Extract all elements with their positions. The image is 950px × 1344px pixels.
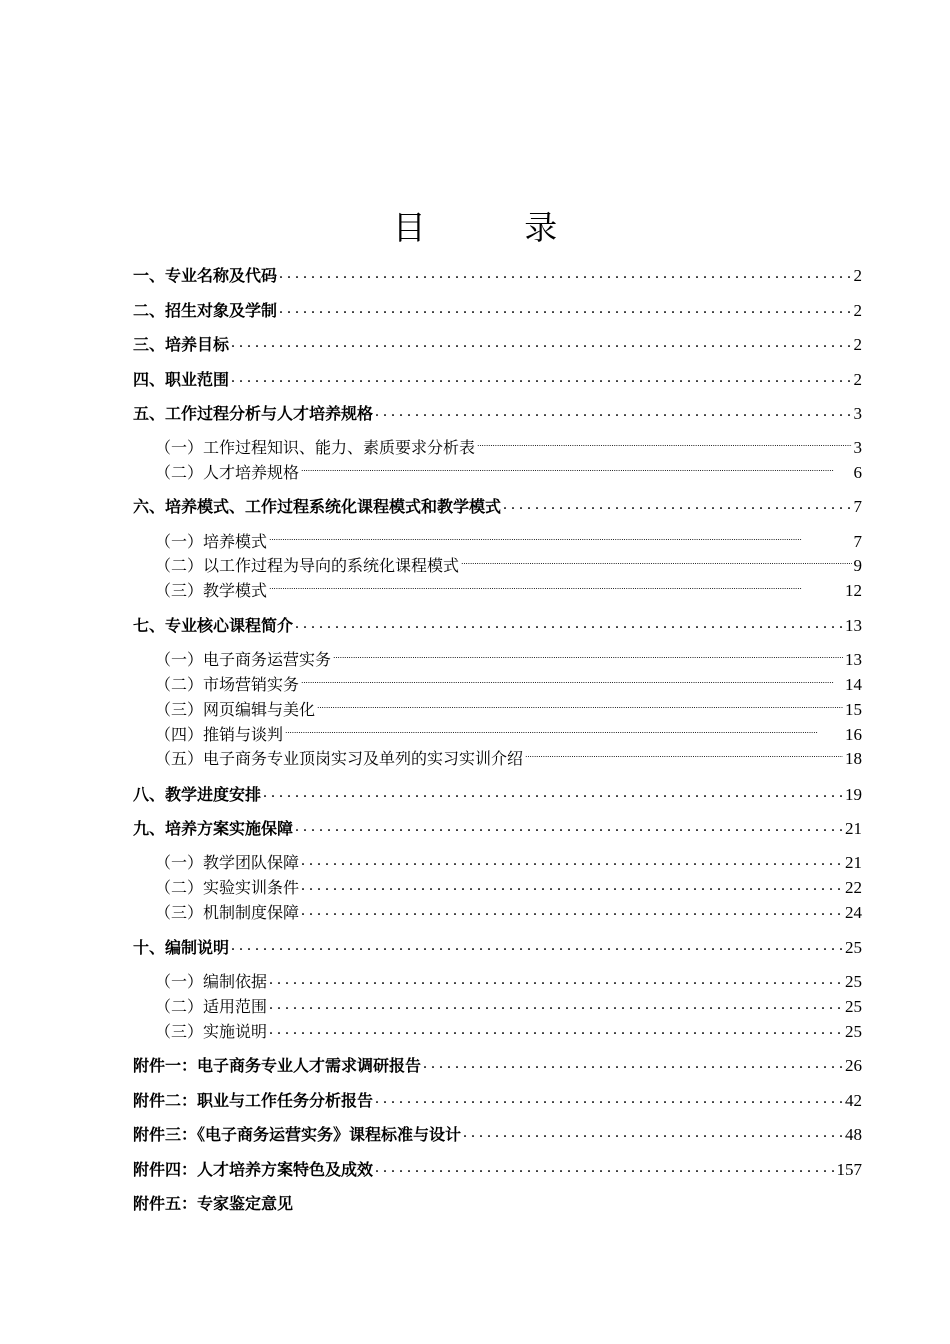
dot-leader [375,1159,834,1175]
toc-subentry[interactable] [155,672,862,695]
toc-entry-page: 48 [845,1125,862,1144]
toc-entry-page: 2 [853,266,862,285]
toc-entry-page: 18 [845,749,862,768]
toc-entry[interactable] [133,1053,862,1076]
toc-entry-label: 三、培养目标 [133,335,230,354]
dot-leader [269,996,843,1012]
dot-leader [279,300,851,316]
toc-entry-page: 25 [845,997,862,1016]
toc-entry-label: 五、工作过程分析与人才培养规格 [133,404,374,423]
toc-entry[interactable] [133,332,862,355]
dot-leader [301,902,843,918]
toc-entry-label: 附件五：专家鉴定意见 [133,1194,294,1213]
toc-subentry[interactable] [155,900,862,923]
toc-entry-page: 2 [853,335,862,354]
toc-subentry[interactable] [155,435,862,458]
dot-leader [317,699,843,715]
toc-entry[interactable] [133,263,862,286]
toc-entry-page: 25 [845,972,862,991]
toc-subentry[interactable] [155,553,862,576]
toc-entry-label: （二）以工作过程为导向的系统化课程模式 [155,556,460,575]
dot-leader [333,649,843,665]
toc-entry[interactable] [133,935,862,958]
toc-entry-label: （一）电子商务运营实务 [155,650,332,669]
toc-subentry[interactable] [155,994,862,1017]
dot-leader [295,615,843,631]
toc-entry[interactable] [133,367,862,390]
toc-entry-label: 附件一：电子商务专业人才需求调研报告 [133,1056,422,1075]
dot-leader [375,1090,843,1106]
dot-leader [301,877,843,893]
toc-entry-page: 19 [845,785,862,804]
toc-subentry[interactable] [155,1019,862,1042]
toc-entry[interactable] [133,1191,293,1214]
toc-entry-page: 14 [845,675,862,694]
toc-entry-label: （一）培养模式 [155,532,268,551]
dot-leader [231,334,851,350]
toc-entry-page: 7 [853,497,862,516]
toc-subentry[interactable] [155,529,862,552]
toc-entry-page: 42 [845,1091,862,1110]
toc-entry-page: 3 [853,438,862,457]
toc-entry-page: 7 [853,532,862,551]
toc-entry-label: 六、培养模式、工作过程系统化课程模式和教学模式 [133,497,502,516]
toc-subentry[interactable] [155,875,862,898]
toc-entry-label: 一、专业名称及代码 [133,266,278,285]
toc-entry-label: （一）教学团队保障 [155,853,300,872]
dot-leader [423,1055,843,1071]
toc-entry[interactable] [133,494,862,517]
dot-leader [263,784,843,800]
toc-entry-page: 21 [845,853,862,872]
dot-leader [269,971,843,987]
toc-entry-label: 十、编制说明 [133,938,230,957]
toc-entry[interactable] [133,1157,862,1180]
toc-entry-label: （四）推销与谈判 [155,725,284,744]
toc-entry-label: 附件三：《电子商务运营实务》课程标准与设计 [133,1125,462,1144]
toc-entry-label: （二）市场营销实务 [155,675,300,694]
toc-entry-label: （一）编制依据 [155,972,268,991]
toc-entry[interactable] [133,613,862,636]
toc-title: 目 录 [392,208,602,247]
dot-leader [301,674,843,690]
toc-entry-page: 16 [845,725,862,744]
toc-subentry[interactable] [155,647,862,670]
toc-subentry[interactable] [155,850,862,873]
dot-leader [285,724,843,740]
toc-subentry[interactable] [155,460,862,483]
toc-subentry[interactable] [155,969,862,992]
toc-subentry[interactable] [155,578,862,601]
toc-entry-page: 12 [845,581,862,600]
toc-entry-page: 9 [853,556,862,575]
toc-entry-label: 附件二：职业与工作任务分析报告 [133,1091,374,1110]
toc-entry-page: 21 [845,819,862,838]
toc-entry-page: 25 [845,1022,862,1041]
dot-leader [525,748,843,764]
toc-entry-page: 26 [845,1056,862,1075]
dot-leader [269,1021,843,1037]
dot-leader [231,937,843,953]
toc-entry-page: 22 [845,878,862,897]
toc-entry-page: 2 [853,370,862,389]
dot-leader [463,1124,843,1140]
toc-entry-page: 157 [836,1160,862,1179]
dot-leader [279,265,851,281]
toc-entry-label: （二）适用范围 [155,997,268,1016]
toc-entry-label: （二）实验实训条件 [155,878,300,897]
dot-leader [301,852,843,868]
dot-leader [301,462,851,478]
toc-entry-label: 七、专业核心课程简介 [133,616,294,635]
dot-leader [503,496,851,512]
dot-leader [269,531,851,547]
toc-entry-label: 二、招生对象及学制 [133,301,278,320]
toc-entry[interactable] [133,816,862,839]
toc-entry-label: 八、教学进度安排 [133,785,262,804]
toc-entry[interactable] [133,401,862,424]
toc-entry-page: 2 [853,301,862,320]
toc-entry-page: 3 [853,404,862,423]
dot-leader [461,555,851,571]
toc-entry-label: （五）电子商务专业顶岗实习及单列的实习实训介绍 [155,749,524,768]
toc-entry-page: 24 [845,903,862,922]
toc-entry[interactable] [133,782,862,805]
toc-subentry[interactable] [155,746,862,769]
toc-entry-label: 四、职业范围 [133,370,230,389]
toc-entry[interactable] [133,298,862,321]
dot-leader [477,437,851,453]
dot-leader [231,369,851,385]
dot-leader [375,403,851,419]
toc-entry[interactable] [133,1122,862,1145]
toc-entry-label: 附件四：人才培养方案特色及成效 [133,1160,374,1179]
toc-entry-page: 6 [853,463,862,482]
toc-entry-page: 15 [845,700,862,719]
toc-subentry[interactable] [155,722,862,745]
toc-entry-page: 13 [845,650,862,669]
toc-entry[interactable] [133,1088,862,1111]
toc-entry-label: （三）网页编辑与美化 [155,700,316,719]
toc-entry-label: 九、培养方案实施保障 [133,819,294,838]
toc-entry-label: （三）机制制度保障 [155,903,300,922]
toc-entry-page: 25 [845,938,862,957]
toc-entry-label: （二）人才培养规格 [155,463,300,482]
toc-entry-label: （三）实施说明 [155,1022,268,1041]
dot-leader [295,818,843,834]
toc-entry-label: （一）工作过程知识、能力、素质要求分析表 [155,438,476,457]
toc-entry-label: （三）教学模式 [155,581,268,600]
toc-entry-page: 13 [845,616,862,635]
dot-leader [269,580,843,596]
toc-subentry[interactable] [155,697,862,720]
